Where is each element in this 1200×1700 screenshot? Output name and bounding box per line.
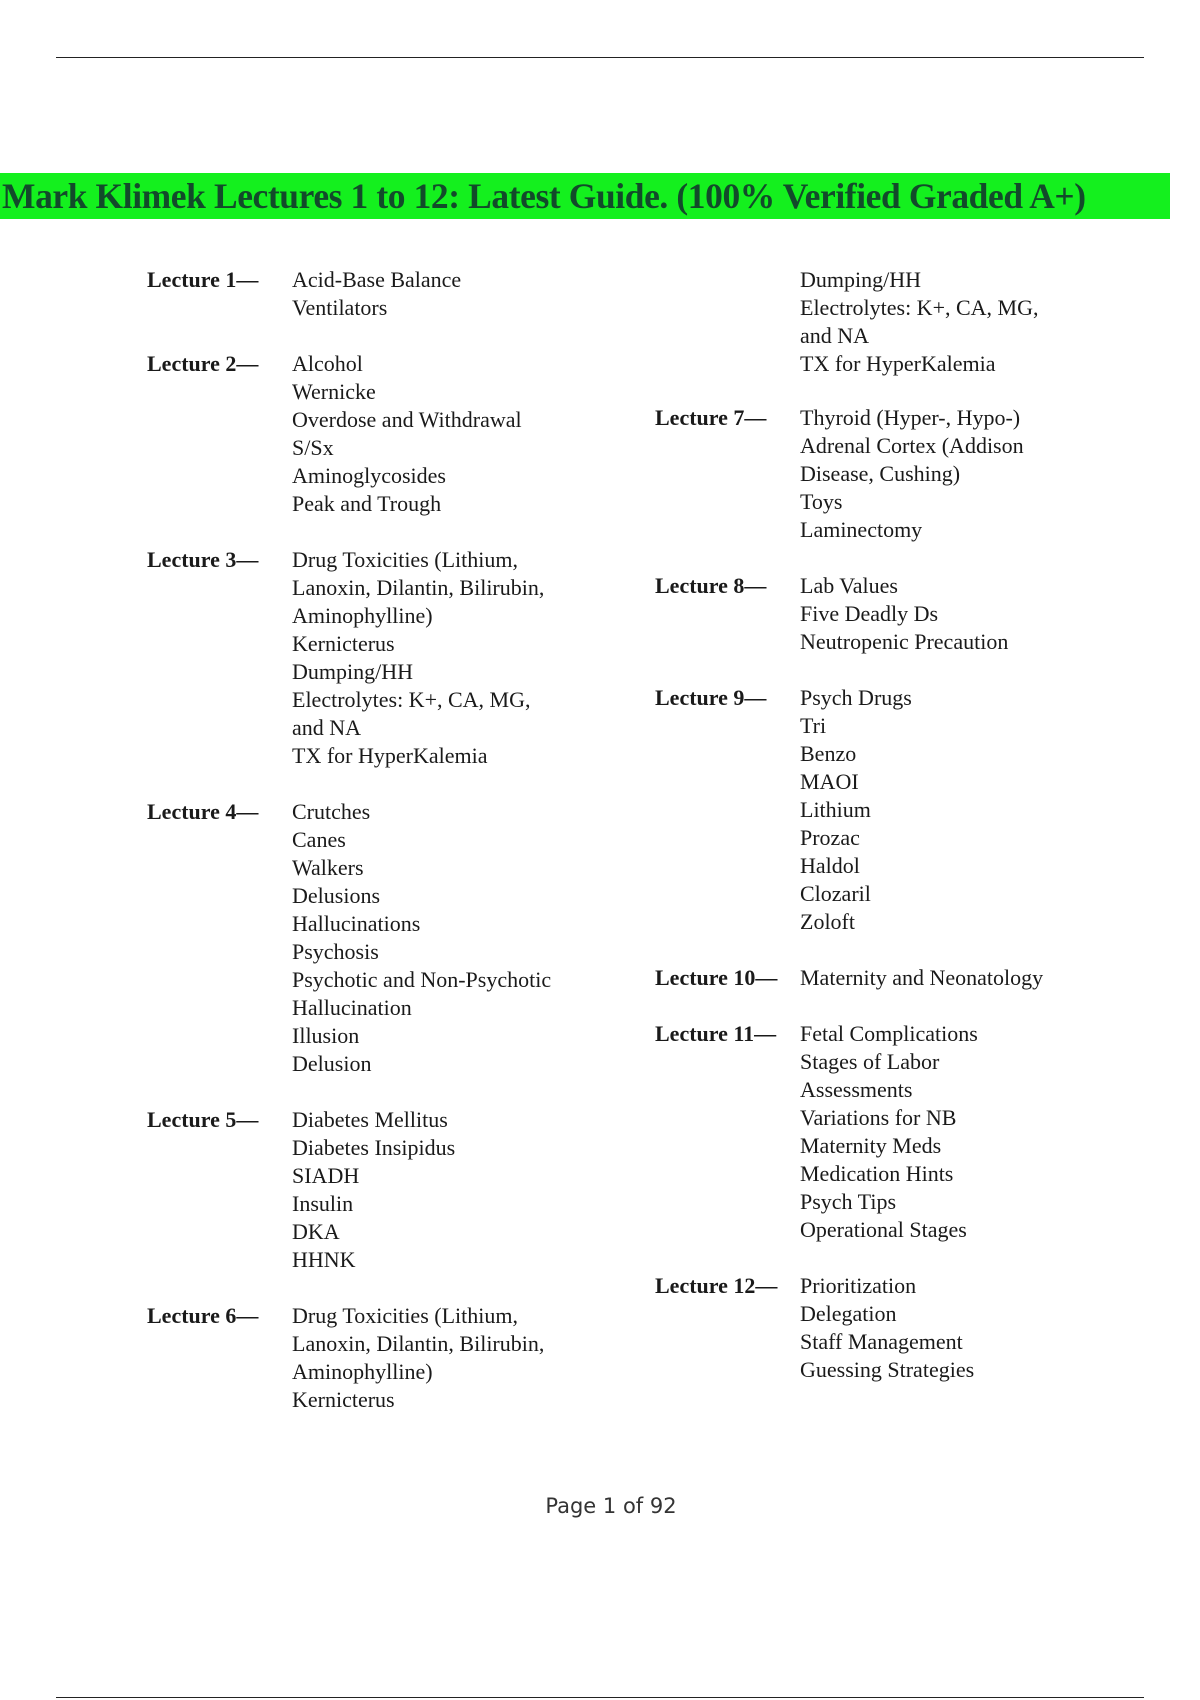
topic-item: SIADH xyxy=(292,1163,360,1188)
topic-list xyxy=(800,572,1008,656)
lecture-entry xyxy=(655,684,1043,936)
topic-item: Ventilators xyxy=(292,295,388,320)
lecture-entry xyxy=(147,798,551,1078)
topic-item: Laminectomy xyxy=(800,517,923,542)
top-rule xyxy=(56,57,1144,58)
topic-item: Hallucinations xyxy=(292,911,421,936)
topic-item: Tri xyxy=(800,713,827,738)
lecture-label: Lecture 5— xyxy=(147,1107,259,1132)
topic-item: Zoloft xyxy=(800,909,855,934)
topic-item: Fetal Complications xyxy=(800,1021,978,1046)
right-column xyxy=(655,266,1043,1412)
left-column xyxy=(147,266,551,1442)
lecture-entry xyxy=(655,1272,1043,1384)
topic-item: DKA xyxy=(292,1219,340,1244)
topic-list xyxy=(292,266,461,322)
topic-item: Maternity Meds xyxy=(800,1133,942,1158)
topic-item: Disease, Cushing) xyxy=(800,461,961,486)
topic-item: Acid-Base Balance xyxy=(292,267,462,292)
lecture-label: Lecture 4— xyxy=(147,799,259,824)
lecture-label: Lecture 6— xyxy=(147,1303,259,1328)
topic-item: Aminophylline) xyxy=(292,603,433,628)
topic-item: Electrolytes: K+, CA, MG, xyxy=(292,687,531,712)
topic-item: Psych Tips xyxy=(800,1189,897,1214)
topic-item: Drug Toxicities (Lithium, xyxy=(292,547,518,572)
topic-item: Alcohol xyxy=(292,351,363,376)
topic-item: and NA xyxy=(800,323,870,348)
topic-list xyxy=(800,1272,974,1384)
lecture-entry xyxy=(655,1020,1043,1244)
topic-item: Lab Values xyxy=(800,573,898,598)
topic-item: Toys xyxy=(800,489,843,514)
topic-item: Lanoxin, Dilantin, Bilirubin, xyxy=(292,575,545,600)
topic-item: S/Sx xyxy=(292,435,334,460)
topic-list xyxy=(800,404,1024,544)
lecture-entry xyxy=(147,266,551,322)
topic-item: Operational Stages xyxy=(800,1217,967,1242)
topic-list xyxy=(292,546,544,770)
lecture-entry xyxy=(147,1106,551,1274)
topic-item: MAOI xyxy=(800,769,859,794)
topic-list xyxy=(292,350,522,518)
topic-item: TX for HyperKalemia xyxy=(800,351,996,376)
topic-item: Delusions xyxy=(292,883,380,908)
topic-item: Overdose and Withdrawal xyxy=(292,407,522,432)
lecture-label: Lecture 1— xyxy=(147,267,259,292)
topic-item: Variations for NB xyxy=(800,1105,957,1130)
topic-item: Peak and Trough xyxy=(292,491,442,516)
topic-item: Wernicke xyxy=(292,379,376,404)
lecture-continuation xyxy=(800,266,1043,378)
lecture-label: Lecture 10— xyxy=(655,965,778,990)
topic-item: Canes xyxy=(292,827,346,852)
topic-item: Dumping/HH xyxy=(800,267,921,292)
topic-item: Diabetes Mellitus xyxy=(292,1107,448,1132)
topic-item: Lanoxin, Dilantin, Bilirubin, xyxy=(292,1331,545,1356)
lecture-entry xyxy=(147,350,551,518)
topic-item: TX for HyperKalemia xyxy=(292,743,488,768)
topic-item: Maternity and Neonatology xyxy=(800,965,1044,990)
topic-item: Prozac xyxy=(800,825,860,850)
topic-item: and NA xyxy=(292,715,362,740)
topic-list xyxy=(800,964,1043,992)
topic-item: Electrolytes: K+, CA, MG, xyxy=(800,295,1039,320)
topic-item: Prioritization xyxy=(800,1273,917,1298)
topic-list xyxy=(800,1020,978,1244)
topic-item: Drug Toxicities (Lithium, xyxy=(292,1303,518,1328)
topic-item: Delegation xyxy=(800,1301,897,1326)
topic-item: Psychotic and Non-Psychotic xyxy=(292,967,552,992)
topic-list xyxy=(800,684,912,936)
topic-item: Diabetes Insipidus xyxy=(292,1135,456,1160)
lecture-entry xyxy=(655,404,1043,544)
topic-item: Medication Hints xyxy=(800,1161,954,1186)
topic-item: Insulin xyxy=(292,1191,354,1216)
topic-item: Crutches xyxy=(292,799,371,824)
topic-list xyxy=(292,1302,544,1414)
topic-item: Psych Drugs xyxy=(800,685,912,710)
topic-item: Assessments xyxy=(800,1077,913,1102)
topic-item: Five Deadly Ds xyxy=(800,601,939,626)
topic-item: Psychosis xyxy=(292,939,379,964)
topic-item: Thyroid (Hyper-, Hypo-) xyxy=(800,405,1021,430)
page-number: Page 1 of 92 xyxy=(545,1494,677,1518)
topic-item: HHNK xyxy=(292,1247,356,1272)
topic-item: Guessing Strategies xyxy=(800,1357,975,1382)
topic-item: Staff Management xyxy=(800,1329,963,1354)
topic-item: Clozaril xyxy=(800,881,871,906)
lecture-label: Lecture 8— xyxy=(655,573,767,598)
topic-item: Illusion xyxy=(292,1023,360,1048)
topic-item: Kernicterus xyxy=(292,631,395,656)
document-title: Mark Klimek Lectures 1 to 12: Latest Guide. (100% Verified Graded A+) xyxy=(2,176,1086,216)
topic-item: Stages of Labor xyxy=(800,1049,940,1074)
lecture-label: Lecture 3— xyxy=(147,547,259,572)
lecture-entry xyxy=(655,964,1043,992)
lecture-entry xyxy=(147,1302,551,1414)
topic-item: Dumping/HH xyxy=(292,659,413,684)
lecture-label: Lecture 11— xyxy=(655,1021,777,1046)
topic-list xyxy=(292,1106,455,1274)
lecture-entry xyxy=(147,546,551,770)
topic-item: Adrenal Cortex (Addison xyxy=(800,433,1024,458)
lecture-label: Lecture 9— xyxy=(655,685,767,710)
lecture-label: Lecture 12— xyxy=(655,1273,778,1298)
topic-list xyxy=(800,266,1039,378)
topic-item: Hallucination xyxy=(292,995,412,1020)
lecture-entry xyxy=(655,572,1043,656)
topic-item: Delusion xyxy=(292,1051,372,1076)
topic-item: Haldol xyxy=(800,853,860,878)
topic-item: Walkers xyxy=(292,855,364,880)
topic-item: Neutropenic Precaution xyxy=(800,629,1009,654)
topic-item: Benzo xyxy=(800,741,857,766)
topic-item: Kernicterus xyxy=(292,1387,395,1412)
lecture-label: Lecture 2— xyxy=(147,351,259,376)
topic-list xyxy=(292,798,551,1078)
bottom-rule xyxy=(56,1697,1144,1698)
lecture-label: Lecture 7— xyxy=(655,405,767,430)
topic-item: Lithium xyxy=(800,797,871,822)
topic-item: Aminophylline) xyxy=(292,1359,433,1384)
topic-item: Aminoglycosides xyxy=(292,463,446,488)
